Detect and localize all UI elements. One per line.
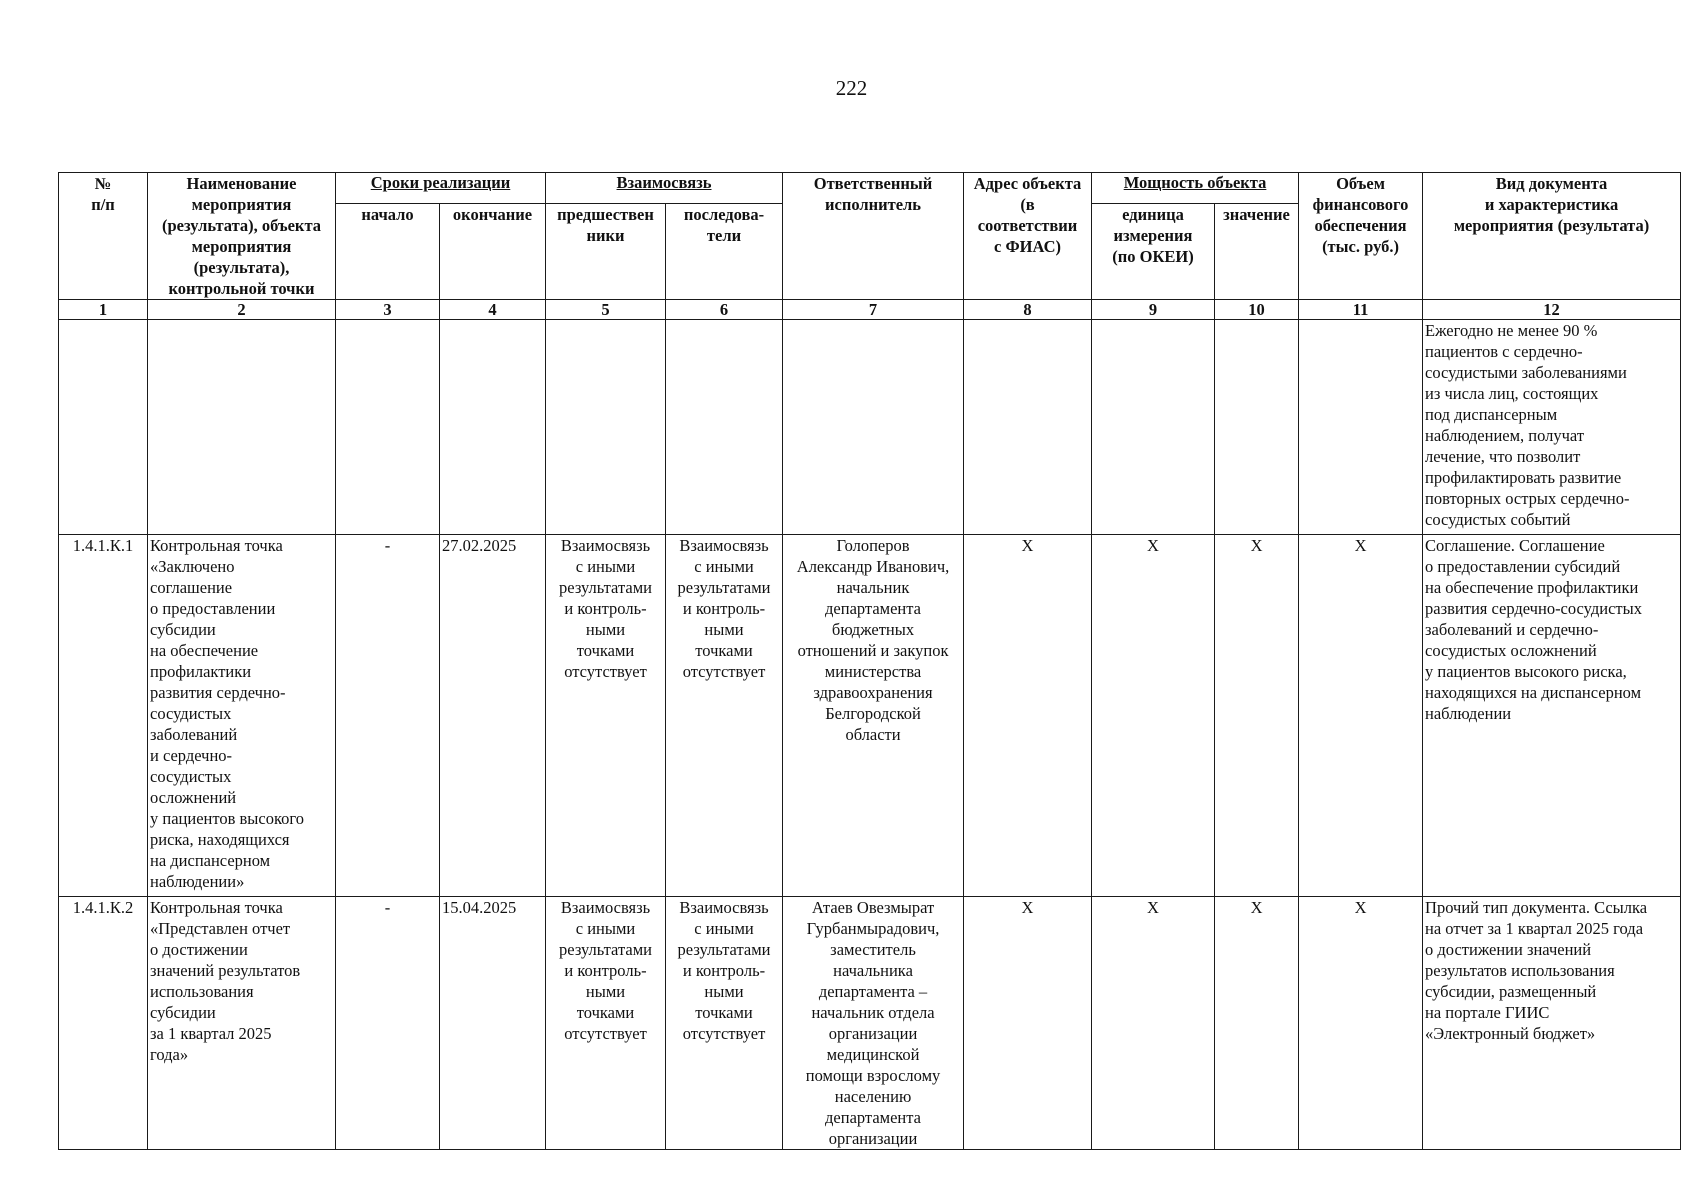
header-finance: Объем финансового обеспечения (тыс. руб.) [1299, 173, 1423, 300]
cell-successors [666, 320, 783, 535]
header-number: № п/п [59, 173, 148, 300]
cell-start: - [336, 897, 440, 1150]
header-value: значение [1215, 204, 1299, 300]
column-number: 8 [964, 300, 1092, 320]
cell-unit: X [1092, 535, 1215, 897]
cell-value: X [1215, 535, 1299, 897]
cell-responsible: Голоперов Александр Иванович, начальник департамента бюджетных отношений и закупок министерства здравоохранения Белгородской области [783, 535, 964, 897]
cell-predecessors: Взаимосвязь с иными результатами и контроль- ными точками отсутствует [546, 535, 666, 897]
header-links-group [546, 173, 783, 204]
cell-start: - [336, 535, 440, 897]
cell-address [964, 320, 1092, 535]
header-terms-label: Сроки реализации [370, 173, 511, 192]
cell-finance: X [1299, 535, 1423, 897]
cell-responsible [783, 320, 964, 535]
column-number: 3 [336, 300, 440, 320]
cell-name: Контрольная точка «Заключено соглашение о предоставлении субсидии на обеспечение профилактики развития сердечно- сосудистых заболеваний и сердечно- сосудистых осложнений у пациентов высокого риска, находящихся на диспансерном наблюдении» [148, 535, 336, 897]
cell-value [1215, 320, 1299, 535]
cell-finance: X [1299, 897, 1423, 1150]
column-number: 1 [59, 300, 148, 320]
column-number: 6 [666, 300, 783, 320]
header-name: Наименование мероприятия (результата), объекта мероприятия (результата), контрольной точки [148, 173, 336, 300]
cell-name [148, 320, 336, 535]
header-start: начало [336, 204, 440, 300]
header-links-label: Взаимосвязь [616, 173, 712, 192]
column-number: 10 [1215, 300, 1299, 320]
header-capacity-label: Мощность объекта [1123, 173, 1267, 192]
header-capacity-group [1092, 173, 1299, 204]
cell-end: 27.02.2025 [440, 535, 546, 897]
cell-finance [1299, 320, 1423, 535]
cell-successors: Взаимосвязь с иными результатами и контроль- ными точками отсутствует [666, 897, 783, 1150]
cell-unit: X [1092, 897, 1215, 1150]
header-doc-type: Вид документа и характеристика мероприятия (результата) [1423, 173, 1681, 300]
table-row [59, 320, 1681, 535]
cell-number: 1.4.1.К.1 [59, 535, 148, 897]
cell-doc: Соглашение. Соглашение о предоставлении субсидий на обеспечение профилактики развития сердечно-сосудистых заболеваний и сердечно- сосудистых осложнений у пациентов высокого риска, находящихся на диспансерном наблюдении [1423, 535, 1681, 897]
cell-number [59, 320, 148, 535]
header-responsible: Ответственный исполнитель [783, 173, 964, 300]
cell-doc: Прочий тип документа. Ссылка на отчет за 1 квартал 2025 года о достижении значений результатов использования субсидии, размещенный на портале ГИИС «Электронный бюджет» [1423, 897, 1681, 1150]
cell-predecessors [546, 320, 666, 535]
header-end: окончание [440, 204, 546, 300]
table-row [59, 535, 1681, 897]
cell-responsible: Атаев Овезмырат Гурбанмырадович, заместитель начальника департамента – начальник отдела организации медицинской помощи взрослому населению департамента организации [783, 897, 964, 1150]
column-number-row [59, 300, 1681, 320]
table-row [59, 897, 1681, 1150]
cell-value: X [1215, 897, 1299, 1150]
column-number: 4 [440, 300, 546, 320]
column-number: 9 [1092, 300, 1215, 320]
cell-predecessors: Взаимосвязь с иными результатами и контроль- ными точками отсутствует [546, 897, 666, 1150]
cell-address: X [964, 897, 1092, 1150]
cell-start [336, 320, 440, 535]
column-number: 11 [1299, 300, 1423, 320]
header-successors: последова- тели [666, 204, 783, 300]
page-number: 222 [835, 76, 868, 100]
header-unit: единица измерения (по ОКЕИ) [1092, 204, 1215, 300]
header-predecessors: предшествен ники [546, 204, 666, 300]
cell-end: 15.04.2025 [440, 897, 546, 1150]
cell-doc: Ежегодно не менее 90 % пациентов с сердечно- сосудистыми заболеваниями из числа лиц, состоящих под диспансерным наблюдением, получат лечение, что позволит профилактировать развитие повторных острых сердечно- сосудистых событий [1423, 320, 1681, 535]
cell-unit [1092, 320, 1215, 535]
column-number: 7 [783, 300, 964, 320]
column-number: 2 [148, 300, 336, 320]
column-number: 5 [546, 300, 666, 320]
plan-table [58, 172, 1681, 1150]
cell-address: X [964, 535, 1092, 897]
column-number: 12 [1423, 300, 1681, 320]
cell-name: Контрольная точка «Представлен отчет о достижении значений результатов использования субсидии за 1 квартал 2025 года» [148, 897, 336, 1150]
header-terms-group [336, 173, 546, 204]
cell-end [440, 320, 546, 535]
header-row-1 [59, 173, 1681, 204]
cell-number: 1.4.1.К.2 [59, 897, 148, 1150]
cell-successors: Взаимосвязь с иными результатами и контроль- ными точками отсутствует [666, 535, 783, 897]
header-address: Адрес объекта (в соответствии с ФИАС) [964, 173, 1092, 300]
